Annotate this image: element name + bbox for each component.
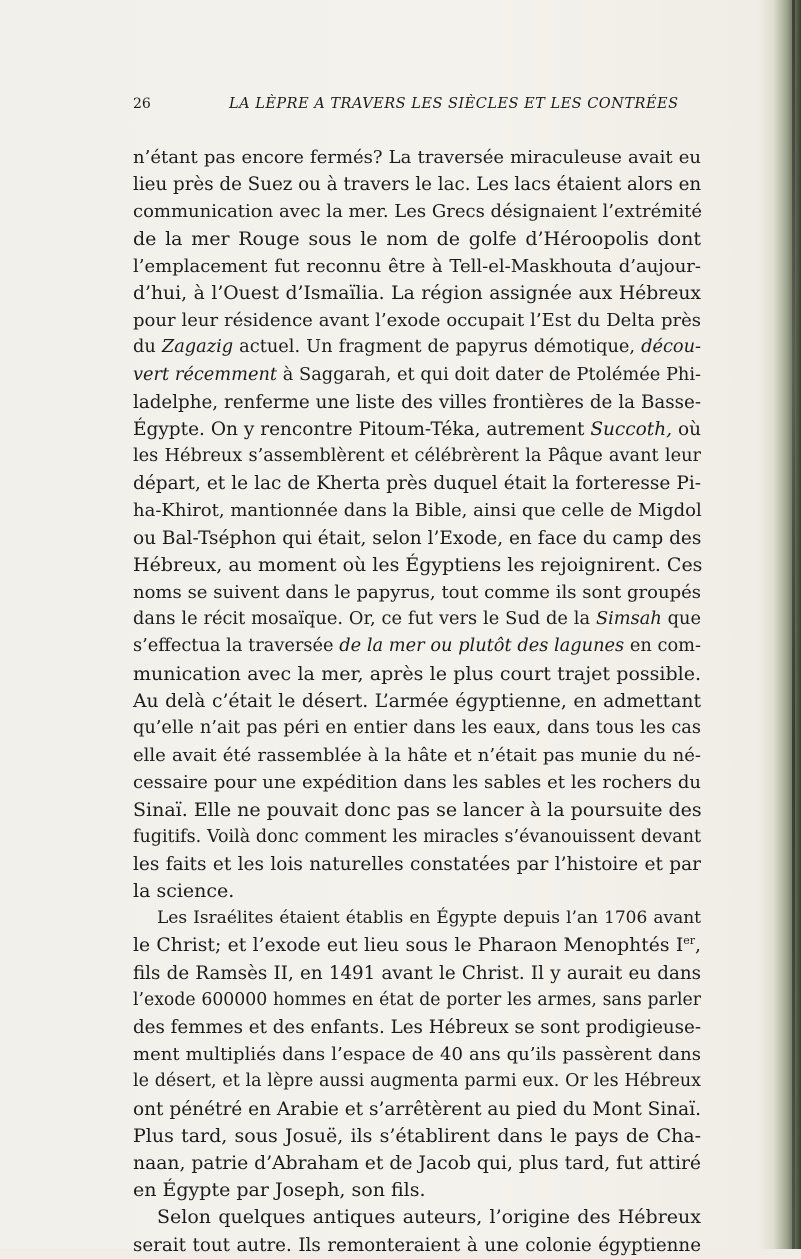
text-line: Les Israélites étaient établis en Égypte depuis l’an 1706 avant [157,908,701,929]
text-line: Selon quelques antiques auteurs, l’origine des Hébreux [157,1206,701,1229]
text-line: Au delà c’était le désert. L’armée égyptienne, en admettant [133,690,701,712]
text-line: d’hui, à l’Ouest d’Ismaïlia. La région assignée aux Hébreux [133,282,701,304]
binding-edge-line [792,0,795,1249]
text-line: Sinaï. Elle ne pouvait donc pas se lancer à la poursuite des [133,798,702,821]
text-line: les faits et les lois naturelles constatées par l’histoire et par [133,853,701,875]
text-line: vert récemment à Saggarah, et qui doit dater de Ptolémée Phi- [133,364,701,385]
text-line: cessaire pour une expédition dans les sables et les rochers du [133,772,701,794]
text-line: le désert, et la lèpre aussi augmenta parmi eux. Or les Hébreux [133,1071,701,1092]
text-line: fugitifs. Voilà donc comment les miracles s’évanouissent devant [133,826,701,847]
text-line: elle avait été rassemblée à la hâte et n’était pas munie du né- [133,745,701,767]
text-line: ment multipliés dans l’espace de 40 ans qu’ils passèrent dans [133,1044,701,1066]
text-line: l’exode 600000 hommes en état de porter les armes, sans parler [133,989,701,1010]
text-line: ladelphe, renferme une liste des villes frontières de la Basse- [133,391,701,413]
text-line: Égypte. On y rencontre Pitoum-Téka, autrement Succoth, où [133,418,701,440]
text-line: dans le récit mosaïque. Or, ce fut vers le Sud de la Simsah que [133,609,701,630]
text-line: naan, patrie d’Abraham et de Jacob qui, plus tard, fut attiré [133,1152,701,1174]
text-line: ou Bal-Tséphon qui était, selon l’Exode, en face du camp des [133,527,702,549]
text-line: lieu près de Suez ou à travers le lac. Les lacs étaient alors en [133,174,702,196]
text-line: fils de Ramsès II, en 1491 avant le Christ. Il y aurait eu dans [133,962,701,984]
text-line: les Hébreux s’assemblèrent et célébrèrent la Pâque avant leur [133,446,701,467]
text-line: qu’elle n’ait pas péri en entier dans les eaux, dans tous les cas [133,717,701,738]
text-line: l’emplacement fut reconnu être à Tell-el-Maskhouta d’aujour- [133,255,701,277]
running-title: LA LÈPRE A TRAVERS LES SIÈCLES ET LES CONTRÉES [229,96,679,112]
body-text [133,144,701,1259]
text-line: communication avec la mer. Les Grecs désignaient l’extrémité [133,201,703,223]
text-line: du Zagazig actuel. Un fragment de papyrus démotique, décou- [133,337,702,358]
text-line: noms se suivent dans le papyrus, tout comme ils sont groupés [133,582,701,603]
running-head [133,92,693,120]
text-line: serait tout autre. Ils remonteraient à une colonie égyptienne [133,1234,701,1256]
text-line: ont pénétré en Arabie et s’arrêtèrent au pied du Mont Sinaï. [133,1098,701,1120]
text-line: n’étant pas encore fermés? La traversée miraculeuse avait eu [133,147,701,168]
text-line: Plus tard, sous Josuë, ils s’établirent dans le pays de Cha- [133,1124,701,1147]
text-line: des femmes et des enfants. Les Hébreux se sont prodigieuse- [133,1017,701,1038]
text-line: départ, et le lac de Kherta près duquel était la forteresse Pi- [133,473,701,495]
page-number: 26 [133,96,151,112]
text-line: munication avec la mer, après le plus court trajet possible. [133,662,701,685]
text-line: Hébreux, au moment où les Égyptiens les rejoignirent. Ces [133,553,703,576]
text-line: de la mer Rouge sous le nom de golfe d’Héroopolis dont [133,227,701,250]
text-line: la science. [133,880,235,903]
text-line: s’effectua la traversée de la mer ou plutôt des lagunes en com- [133,636,701,657]
text-line: en Égypte par Joseph, son fils. [133,1179,426,1202]
text-line: pour leur résidence avant l’exode occupait l’Est du Delta près [133,310,701,332]
text-line: ha-Khirot, mantionnée dans la Bible, ainsi que celle de Migdol [133,500,702,522]
text-line: le Christ; et l’exode eut lieu sous le Pharaon Menophtés Ier, [133,934,701,957]
